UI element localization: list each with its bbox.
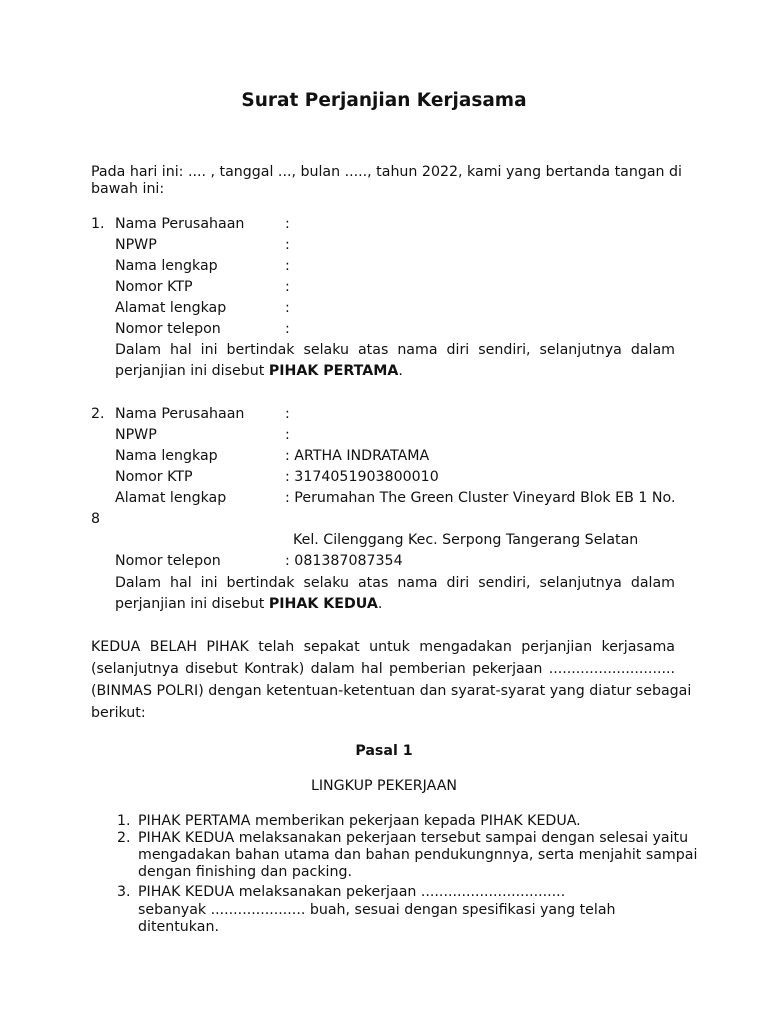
party2-value-npwp: : xyxy=(285,427,290,443)
party1-label-ktp: Nomor KTP xyxy=(115,279,193,295)
pasal-item-3-number: 3. xyxy=(117,884,131,900)
pasal-item-2-line-3: dengan finishing dan packing. xyxy=(138,864,352,880)
party2-value-name: : ARTHA INDRATAMA xyxy=(285,448,430,464)
pasal-item-2-line-1: PIHAK KEDUA melaksanakan pekerjaan tersebut sampai dengan selesai yaitu xyxy=(138,830,689,846)
pasal-item-2-line-2: mengadakan bahan utama dan bahan pendukungnnya, serta menjahit sampai xyxy=(138,847,698,863)
party1-label-npwp: NPWP xyxy=(115,237,157,253)
party2-address-wrap: 8 xyxy=(91,511,101,527)
party2-statement-line-2: perjanjian ini disebut PIHAK KEDUA. xyxy=(115,596,383,612)
intro-line-2: bawah ini: xyxy=(91,181,165,197)
party1-label-phone: Nomor telepon xyxy=(115,321,221,337)
party1-value-npwp: : xyxy=(285,237,290,253)
party2-label-phone: Nomor telepon xyxy=(115,553,221,569)
party2-label-company: Nama Perusahaan xyxy=(115,406,245,422)
party1-value-company: : xyxy=(285,216,290,232)
pasal-item-3-line-2: sebanyak ..................... buah, sesuai dengan spesifikasi yang telah xyxy=(138,902,616,918)
agreement-line-4: berikut: xyxy=(91,705,146,721)
party2-value-company: : xyxy=(285,406,290,422)
pasal-heading: Pasal 1 xyxy=(355,743,413,759)
party2-label-npwp: NPWP xyxy=(115,427,157,443)
pasal-item-1-line-1: PIHAK PERTAMA memberikan pekerjaan kepada PIHAK KEDUA. xyxy=(138,813,581,829)
party1-value-name: : xyxy=(285,258,290,274)
party2-statement-line-1: Dalam hal ini bertindak selaku atas nama diri sendiri, selanjutnya dalam xyxy=(115,575,675,591)
party1-label-address: Alamat lengkap xyxy=(115,300,227,316)
party1-label-company: Nama Perusahaan xyxy=(115,216,245,232)
party2-value-ktp: : 3174051903800010 xyxy=(285,469,439,485)
agreement-line-1: KEDUA BELAH PIHAK telah sepakat untuk mengadakan perjanjian kerjasama xyxy=(91,639,675,655)
pasal-item-3-line-3: ditentukan. xyxy=(138,919,219,935)
party2-label-name: Nama lengkap xyxy=(115,448,218,464)
party2-label-address: Alamat lengkap xyxy=(115,490,227,506)
pasal-item-2-number: 2. xyxy=(117,830,131,846)
party2-value-phone: : 081387087354 xyxy=(285,553,403,569)
document-title: Surat Perjanjian Kerjasama xyxy=(241,90,527,111)
party1-value-ktp: : xyxy=(285,279,290,295)
party1-label-name: Nama lengkap xyxy=(115,258,218,274)
party1-statement-line-1: Dalam hal ini bertindak selaku atas nama diri sendiri, selanjutnya dalam xyxy=(115,342,675,358)
party2-label-ktp: Nomor KTP xyxy=(115,469,193,485)
pasal-subheading: LINGKUP PEKERJAAN xyxy=(310,778,458,794)
pasal-item-3-line-1: PIHAK KEDUA melaksanakan pekerjaan ................................ xyxy=(138,884,566,900)
party2-address-line-2: Kel. Cilenggang Kec. Serpong Tangerang Selatan xyxy=(293,532,639,548)
party1-designation: PIHAK PERTAMA xyxy=(268,363,399,379)
party1-value-address: : xyxy=(285,300,290,316)
agreement-line-3: (BINMAS POLRI) dengan ketentuan-ketentuan dan syarat-syarat yang diatur sebagai xyxy=(91,683,692,699)
party2-designation: PIHAK KEDUA xyxy=(268,596,378,612)
pasal-item-1-number: 1. xyxy=(117,813,131,829)
party2-number: 2. xyxy=(91,406,105,422)
party1-number: 1. xyxy=(91,216,105,232)
agreement-line-2: (selanjutnya disebut Kontrak) dalam hal pemberian pekerjaan ............................ xyxy=(91,661,675,677)
party1-statement-line-2: perjanjian ini disebut PIHAK PERTAMA. xyxy=(115,363,403,379)
party1-value-phone: : xyxy=(285,321,290,337)
intro-line-1: Pada hari ini: .... , tanggal ..., bulan ....., tahun 2022, kami yang bertanda tangan di xyxy=(91,164,683,180)
party2-value-address: : Perumahan The Green Cluster Vineyard Blok EB 1 No. xyxy=(285,490,676,506)
